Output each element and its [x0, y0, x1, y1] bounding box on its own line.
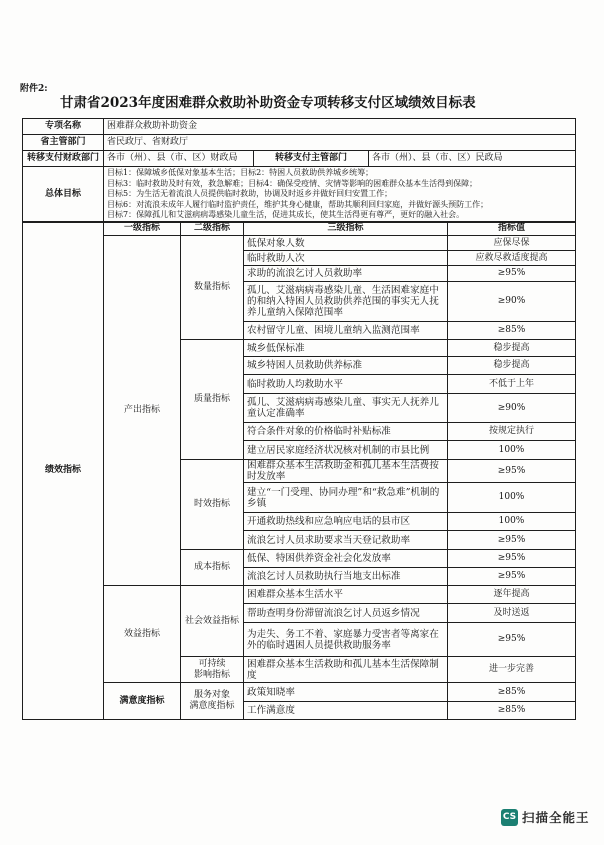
indicator-name: 困难群众基本生活水平 — [244, 586, 448, 604]
indicator-name: 困难群众基本生活救助金和孤儿基本生活费按时发放率 — [244, 460, 448, 483]
level2-service-satisfaction-indicators: 服务对象 满意度指标 — [181, 683, 244, 720]
overall-goal-text — [104, 167, 576, 223]
transfer-dept-row — [23, 151, 576, 167]
indicator-table — [22, 221, 576, 720]
indicator-value: 稳步提高 — [448, 340, 576, 357]
indicator-name: 工作满意度 — [244, 702, 448, 720]
attachment-label: 附件2: — [20, 84, 48, 94]
indicator-value: ≥90% — [448, 394, 576, 423]
indicator-name: 建立居民家庭经济状况核对机制的市县比例 — [244, 441, 448, 460]
indicator-row — [23, 236, 576, 251]
indicator-value: 进一步完善 — [448, 657, 576, 683]
indicator-header-row — [23, 222, 576, 236]
indicator-name: 政策知晓率 — [244, 683, 448, 702]
level2-social-benefit-indicators: 社会效益指标 — [181, 586, 244, 657]
indicator-name: 城乡低保标准 — [244, 340, 448, 357]
scanner-watermark — [501, 808, 590, 826]
level1-satisfaction-indicators: 满意度指标 — [104, 683, 181, 720]
indicator-value: ≥85% — [448, 322, 576, 340]
indicator-value: 逐年提高 — [448, 586, 576, 604]
indicator-value: ≥90% — [448, 282, 576, 322]
level2-sustainability-indicators: 可持续 影响指标 — [181, 657, 244, 683]
provincial-dept-label: 省主管部门 — [23, 135, 104, 151]
indicator-name: 临时救助人均救助水平 — [244, 375, 448, 394]
indicator-value: 稳步提高 — [448, 357, 576, 375]
header-value: 指标值 — [448, 222, 576, 236]
indicator-name: 为走失、务工不着、家庭暴力受害者等离家在外的临时遇困人员提供救助服务率 — [244, 623, 448, 657]
info-table — [22, 118, 576, 223]
indicator-name: 低保对象人数 — [244, 236, 448, 251]
indicator-name: 开通救助热线和应急响应电话的县市区 — [244, 513, 448, 531]
provincial-dept-value: 省民政厅、省财政厅 — [104, 135, 576, 151]
indicator-name: 符合条件对象的价格临时补贴标准 — [244, 423, 448, 441]
indicator-name: 农村留守儿童、困境儿童纳入监测范围率 — [244, 322, 448, 340]
indicator-name: 求助的流浪乞讨人员救助率 — [244, 266, 448, 282]
provincial-dept-row — [23, 135, 576, 151]
goal-line: 目标7：保障孤儿和艾滋病病毒感染儿童生活，促进其成长，使其生活得更有尊严，更好的融入社会。 — [107, 210, 465, 220]
indicator-value: ≥85% — [448, 683, 576, 702]
goal-line: 目标5：为生活无着流浪人员提供临时救助，协调及时返乡并做好回归安置工作； — [107, 189, 393, 199]
indicator-name: 临时救助人次 — [244, 251, 448, 266]
indicator-value: 不低于上年 — [448, 375, 576, 394]
indicator-row — [23, 586, 576, 604]
indicator-name: 低保、特困供养资金社会化发放率 — [244, 550, 448, 568]
indicator-name: 流浪乞讨人员求助要求当天登记救助率 — [244, 531, 448, 550]
indicator-value: 100% — [448, 513, 576, 531]
indicator-name: 困难群众基本生活救助和孤儿基本生活保障制度 — [244, 657, 448, 683]
indicator-name: 建立“一门受理、协同办理”和“救急难”机制的乡镇 — [244, 483, 448, 513]
indicator-value: 100% — [448, 441, 576, 460]
indicator-value: ≥85% — [448, 702, 576, 720]
indicator-value: ≥95% — [448, 531, 576, 550]
watermark-text: 扫描全能王 — [522, 810, 590, 825]
overall-goal-label: 总体目标 — [23, 167, 104, 223]
indicator-name: 流浪乞讨人员救助执行当地支出标准 — [244, 568, 448, 586]
indicator-value: 及时送返 — [448, 604, 576, 623]
header-level1: 一级指标 — [104, 222, 181, 236]
project-name-row — [23, 119, 576, 135]
goal-line: 目标3：临时救助及时有效，救急解难；目标4：确保受疫情、灾情等影响的困难群众基本生活得到保障； — [107, 178, 478, 188]
indicator-value: 100% — [448, 483, 576, 513]
project-name-value: 困难群众救助补助资金 — [104, 119, 576, 135]
indicator-value: ≥95% — [448, 623, 576, 657]
finance-dept-value: 各市（州）、县（市、区）财政局 — [104, 151, 254, 167]
indicator-value: ≥95% — [448, 266, 576, 282]
finance-dept-label: 转移支付财政部门 — [23, 151, 104, 167]
level2-cost-indicators: 成本指标 — [181, 550, 244, 586]
level2-quality-indicators: 质量指标 — [181, 340, 244, 460]
goal-line: 目标6：对流浪未成年人履行临时监护责任，维护其身心健康，帮助其顺利回归家庭，并做好源头预防工作； — [107, 199, 489, 209]
page-title: 甘肃省2023年度困难群众救助补助资金专项转移支付区域绩效目标表 — [60, 95, 476, 111]
indicator-name: 孤儿、艾滋病病毒感染儿童、事实无人抚养儿童认定准确率 — [244, 394, 448, 423]
indicator-name: 城乡特困人员救助供养标准 — [244, 357, 448, 375]
indicator-value: 应保尽保 — [448, 236, 576, 251]
level2-timeliness-indicators: 时效指标 — [181, 460, 244, 550]
project-name-label: 专项名称 — [23, 119, 104, 135]
indicator-value: ≥95% — [448, 460, 576, 483]
goal-line: 目标1：保障城乡低保对象基本生活；目标2：特困人员救助供养城乡统筹； — [107, 168, 374, 178]
indicator-value: ≥95% — [448, 550, 576, 568]
indicator-name: 孤儿、艾滋病病毒感染儿童、生活困难家庭中的和纳入特困人员救助供养范围的事实无人抚养儿童纳入保障范围率 — [244, 282, 448, 322]
header-level2: 二级指标 — [181, 222, 244, 236]
indicator-name: 帮助查明身份滞留流浪乞讨人员返乡情况 — [244, 604, 448, 623]
level1-benefit-indicators: 效益指标 — [104, 586, 181, 683]
level2-quantity-indicators: 数量指标 — [181, 236, 244, 340]
overall-goal-row — [23, 167, 576, 223]
admin-dept-label: 转移支付主管部门 — [254, 151, 369, 167]
camscanner-logo-icon: CS — [501, 809, 518, 826]
performance-indicators-label: 绩效指标 — [23, 222, 104, 720]
indicator-value: 应救尽救适度提高 — [448, 251, 576, 266]
level1-output-indicators: 产出指标 — [104, 236, 181, 586]
indicator-value: 按规定执行 — [448, 423, 576, 441]
indicator-value: ≥95% — [448, 568, 576, 586]
header-level3: 三级指标 — [244, 222, 448, 236]
admin-dept-value: 各市（州）、县（市、区）民政局 — [369, 151, 576, 167]
indicator-row — [23, 683, 576, 702]
